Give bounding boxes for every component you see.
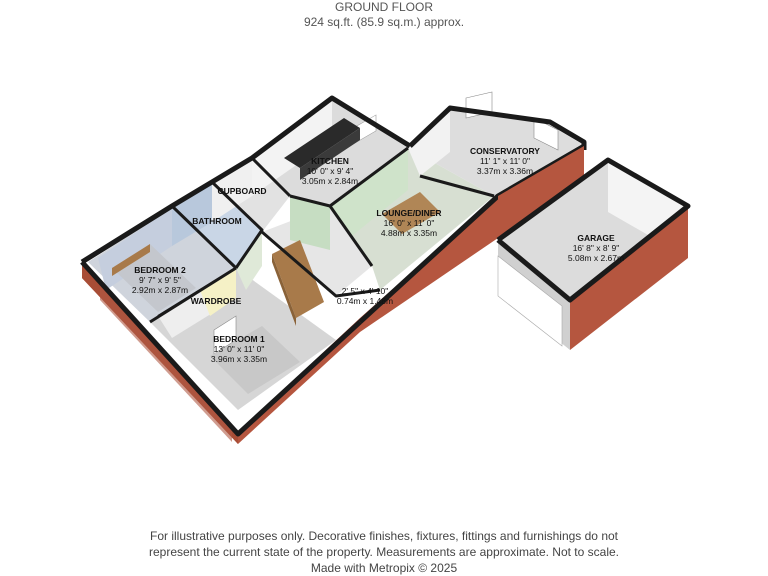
garage-name: GARAGE [577, 233, 615, 243]
bedroom2-imperial: 9' 7" x 9' 5" [139, 275, 181, 285]
bedroom2-name: BEDROOM 2 [134, 265, 186, 275]
wardrobe-name: WARDROBE [190, 296, 242, 306]
hall-imperial: 2' 5" x 4' 10" [341, 286, 389, 296]
bedroom2-metric: 2.92m x 2.87m [131, 285, 189, 295]
lounge-imperial: 16' 0" x 11' 0" [383, 218, 435, 228]
hall-metric: 0.74m x 1.48m [336, 296, 394, 306]
conservatory-imperial: 11' 1" x 11' 0" [479, 156, 531, 166]
conservatory-name: CONSERVATORY [470, 146, 540, 156]
bedroom1-name: BEDROOM 1 [213, 334, 265, 344]
kitchen-metric: 3.05m x 2.84m [301, 176, 359, 186]
garage-imperial: 16' 8" x 8' 9" [572, 243, 620, 253]
bedroom1-imperial: 13' 0" x 11' 0" [213, 344, 265, 354]
lounge-name: LOUNGE/DINER [376, 208, 442, 218]
disclaimer-line-2: represent the current state of the property. Measurements are approximate. Not to scale. [148, 545, 619, 559]
conservatory-metric: 3.37m x 3.36m [476, 166, 534, 176]
made-with-credit: Made with Metropix © 2025 [310, 561, 458, 575]
floor-title: GROUND FLOOR [334, 0, 433, 14]
disclaimer-line-1: For illustrative purposes only. Decorative finishes, fixtures, fittings and furnishings do not [150, 529, 618, 543]
kitchen-name: KITCHEN [311, 156, 349, 166]
kitchen-imperial: 10' 0" x 9' 4" [306, 166, 354, 176]
floor-area: 924 sq.ft. (85.9 sq.m.) approx. [303, 15, 465, 29]
cupboard-name: CUPBOARD [217, 186, 267, 196]
bathroom-name: BATHROOM [192, 216, 242, 226]
lounge-metric: 4.88m x 3.35m [380, 228, 438, 238]
garage-metric: 5.08m x 2.67m [567, 253, 625, 263]
bedroom1-metric: 3.96m x 3.35m [210, 354, 268, 364]
